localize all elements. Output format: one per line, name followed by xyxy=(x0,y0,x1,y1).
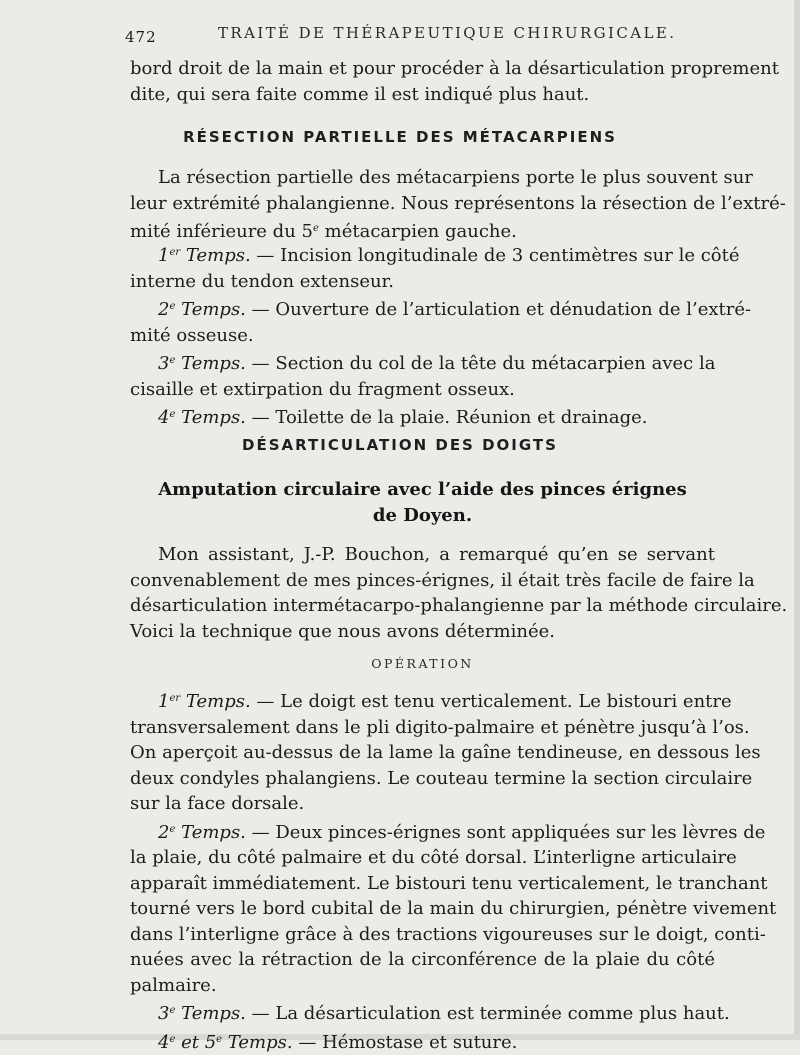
op-step-3: 3e Temps. — La désarticulation est terminée comme plus haut. xyxy=(130,998,715,1027)
operation-steps xyxy=(130,686,715,1055)
text-line: mité osseuse. xyxy=(130,323,715,349)
text-line: nuées avec la rétraction de la circonférence de la plaie du côté xyxy=(130,947,715,973)
text-line: deux condyles phalangiens. Le couteau termine la section circulaire xyxy=(130,766,715,792)
text-line: désarticulation intermétacarpo-phalangienne par la méthode circulaire. xyxy=(130,593,715,619)
text-line: dans l’interligne grâce à des tractions vigoureuses sur le doigt, conti- xyxy=(130,922,715,948)
text-line: convenablement de mes pinces-érignes, il était très facile de faire la xyxy=(130,568,715,594)
operation-heading: OPÉRATION xyxy=(0,656,800,671)
running-head: TRAITÉ DE THÉRAPEUTIQUE CHIRURGICALE. xyxy=(218,24,676,42)
section-heading-disarticulation: DÉSARTICULATION DES DOIGTS xyxy=(0,436,800,454)
text-line: La résection partielle des métacarpiens porte le plus souvent sur xyxy=(130,165,715,191)
step-4: 4e Temps. — Toilette de la plaie. Réunion et drainage. xyxy=(130,402,715,431)
text-line: dite, qui sera faite comme il est indiqué plus haut. xyxy=(130,82,715,108)
step-2: 2e Temps. — Ouverture de l’articulation et dénudation de l’extré- xyxy=(130,294,715,323)
resection-paragraph xyxy=(130,165,715,245)
text-line: transversalement dans le pli digito-palmaire et pénètre jusqu’à l’os. xyxy=(130,715,715,741)
text-line: mité inférieure du 5e métacarpien gauche. xyxy=(130,216,715,245)
text-line: sur la face dorsale. xyxy=(130,791,715,817)
op-step-1: 1er Temps. — Le doigt est tenu verticalement. Le bistouri entre xyxy=(130,686,715,715)
text-line: interne du tendon extenseur. xyxy=(130,269,715,295)
resection-steps xyxy=(130,240,715,431)
subheading xyxy=(0,477,800,529)
section-heading-resection: RÉSECTION PARTIELLE DES MÉTACARPIENS xyxy=(0,128,800,146)
intro-paragraph xyxy=(130,56,715,107)
op-step-2: 2e Temps. — Deux pinces-érignes sont appliquées sur les lèvres de xyxy=(130,817,715,846)
op-step-4-5: 4e et 5e Temps. — Hémostase et suture. xyxy=(130,1027,715,1055)
disarticulation-paragraph xyxy=(130,542,715,644)
text-line: apparaît immédiatement. Le bistouri tenu verticalement, le tranchant xyxy=(130,871,715,897)
text-line: Voici la technique que nous avons déterminée. xyxy=(130,619,715,645)
text-line: On aperçoit au-dessus de la lame la gaîne tendineuse, en dessous les xyxy=(130,740,715,766)
text-line: Mon assistant, J.-P. Bouchon, a remarqué qu’en se servant xyxy=(130,542,715,568)
text-line: cisaille et extirpation du fragment osseux. xyxy=(130,377,715,403)
text-line: bord droit de la main et pour procéder à la désarticulation proprement xyxy=(130,56,715,82)
subheading-line: Amputation circulaire avec l’aide des pinces érignes xyxy=(158,479,687,500)
page-number: 472 xyxy=(125,28,157,46)
text-line: tourné vers le bord cubital de la main du chirurgien, pénètre vivement xyxy=(130,896,715,922)
text-line: palmaire. xyxy=(130,973,715,999)
step-1: 1er Temps. — Incision longitudinale de 3 centimètres sur le côté xyxy=(130,240,715,269)
page-header xyxy=(125,20,725,48)
text-line: la plaie, du côté palmaire et du côté dorsal. L’interligne articulaire xyxy=(130,845,715,871)
step-3: 3e Temps. — Section du col de la tête du métacarpien avec la xyxy=(130,348,715,377)
text-line: leur extrémité phalangienne. Nous représentons la résection de l’extré- xyxy=(130,191,715,217)
subheading-line: de Doyen. xyxy=(373,505,472,526)
